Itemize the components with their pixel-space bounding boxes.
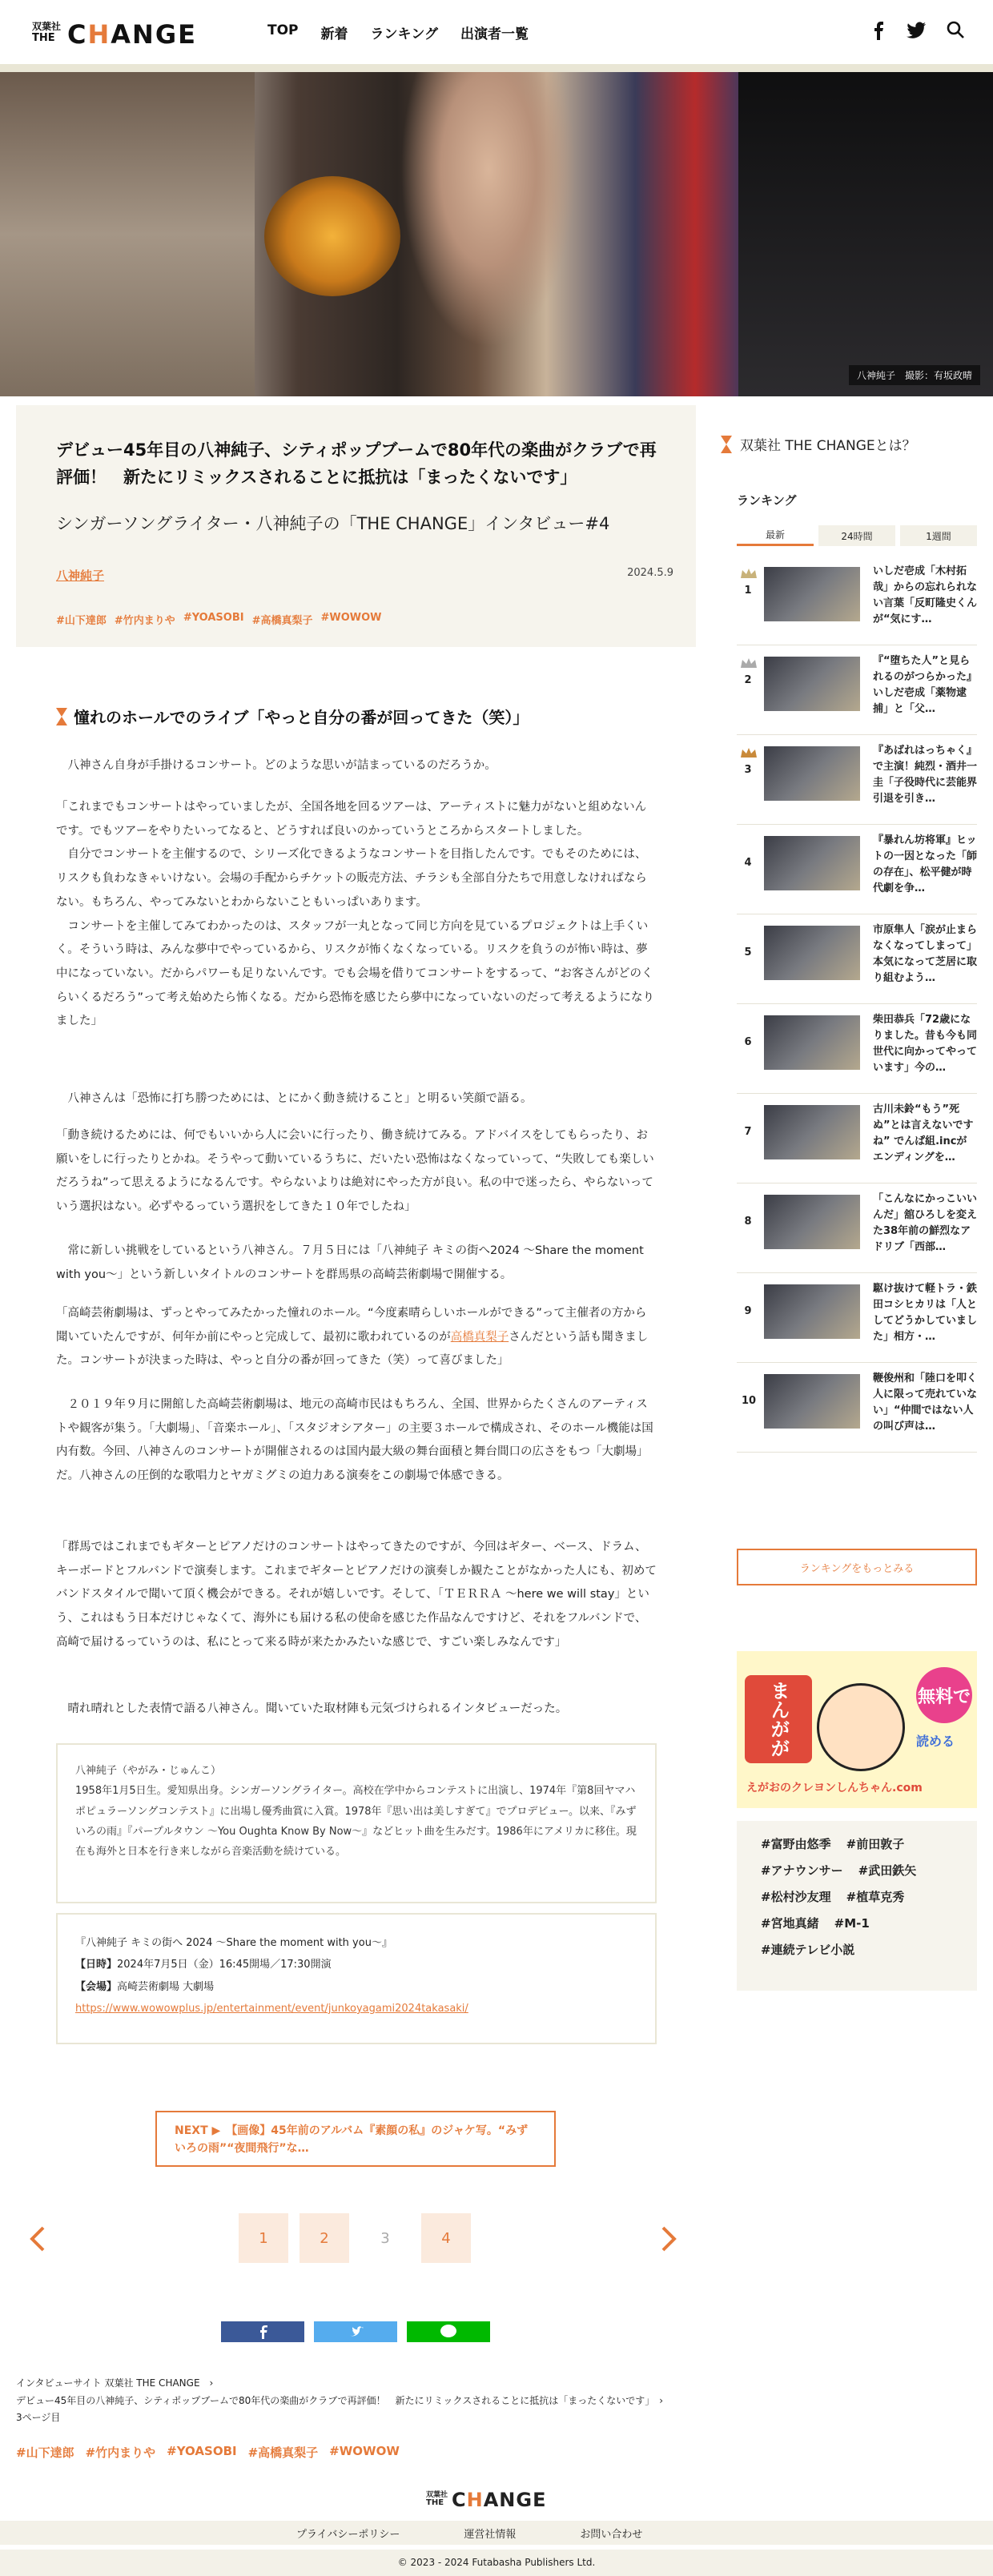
logo-part-a: C bbox=[67, 19, 88, 50]
sidebar-about-text: 双葉社 THE CHANGEとは？ bbox=[740, 438, 916, 454]
ad-text-free: 無料で bbox=[916, 1667, 972, 1723]
tag-link[interactable]: #富野由悠季 bbox=[761, 1837, 831, 1851]
body-text: さんだという話も聞きました。コンサートが決まった時は、やっと自分の番が回ってきた（笑）って喜びました」 bbox=[56, 1330, 649, 1368]
rank-number: 7 bbox=[744, 1126, 752, 1138]
tag-link[interactable]: #アナウンサー bbox=[761, 1863, 843, 1878]
body-paragraph: 常に新しい挑戦をしているという八神さん。７月５日には「八神純子 キミの街へ2024 〜Share the moment with you〜」という新しいタイトルのコンサートを群馬県の高崎芸術劇場で開催する。 bbox=[56, 1244, 644, 1281]
event-date: 2024年7月5日（金）16:45開場／17:30開演 bbox=[117, 1959, 332, 1971]
sidebar-about-link[interactable] bbox=[721, 434, 916, 454]
tag-link[interactable]: #高橋真梨子 bbox=[251, 615, 313, 627]
rank-number: 10 bbox=[742, 1395, 757, 1407]
ranking-title-text: 古川未鈴“もう”死ぬ”とは言えないですね” でんぱ組.incがエンディングを… bbox=[873, 1103, 974, 1164]
page-link[interactable]: 4 bbox=[421, 2213, 471, 2263]
tab-week[interactable]: 1週間 bbox=[900, 525, 977, 546]
logo-part-b: H bbox=[87, 19, 111, 50]
ranking-more-button[interactable]: ランキングをもっとみる bbox=[737, 1549, 977, 1585]
ranking-title: ランキング bbox=[737, 493, 797, 508]
tag-link[interactable]: #宮地真緒 bbox=[761, 1916, 819, 1931]
ranking-thumbnail bbox=[764, 567, 860, 621]
sidebar-ad-banner[interactable] bbox=[737, 1651, 977, 1808]
crown-icon bbox=[740, 567, 758, 578]
footer-logo-part-b: H bbox=[466, 2489, 484, 2511]
ranking-thumbnail bbox=[764, 746, 860, 801]
footer-privacy-link[interactable]: プライバシーポリシー bbox=[296, 2529, 400, 2541]
ranking-thumbnail bbox=[764, 1195, 860, 1249]
profile-name: 八神純子（やがみ・じゅんこ） bbox=[75, 1765, 222, 1777]
ad-text-read: 読める bbox=[916, 1734, 955, 1749]
footer-logo-part-c: ANGE bbox=[483, 2489, 547, 2511]
footer-logo-wordmark bbox=[452, 2489, 546, 2511]
profile-box bbox=[56, 1743, 657, 1903]
breadcrumb bbox=[16, 2375, 673, 2427]
nav-performers[interactable]: 出演者一覧 bbox=[460, 26, 529, 42]
ranking-item[interactable] bbox=[737, 825, 977, 914]
rank-number: 4 bbox=[744, 857, 752, 869]
ranking-thumbnail bbox=[764, 1374, 860, 1429]
page-link[interactable]: 2 bbox=[300, 2213, 349, 2263]
article-subtitle: シンガーソングライター・八神純子の「THE CHANGE」インタビュー#4 bbox=[56, 514, 610, 533]
tag-link[interactable]: #植草克秀 bbox=[846, 1890, 905, 1904]
hourglass-icon bbox=[56, 708, 67, 725]
ranking-item[interactable] bbox=[737, 556, 977, 645]
article-title: デビュー45年目の八神純子、シティポップブームで80年代の楽曲がクラブで再評価！ 新たにリミックスされることに抵抗は「まったくないです」 bbox=[56, 440, 657, 487]
author-link[interactable]: 八神純子 bbox=[56, 569, 105, 583]
rank-number: 3 bbox=[744, 764, 752, 776]
prev-arrow-icon[interactable] bbox=[27, 2224, 48, 2257]
nav-ranking[interactable]: ランキング bbox=[370, 26, 439, 42]
ranking-thumbnail bbox=[764, 657, 860, 711]
ad-text-site: えがおのクレヨンしんちゃん.com bbox=[746, 1782, 923, 1794]
ad-text-manga: まんがが bbox=[745, 1675, 812, 1763]
logo-the: THE bbox=[32, 32, 55, 44]
ranking-thumbnail bbox=[764, 1015, 860, 1070]
site-header bbox=[0, 0, 993, 66]
ranking-tabs bbox=[737, 525, 977, 546]
nav-new[interactable]: 新着 bbox=[320, 26, 348, 42]
tag-link[interactable]: #竹内まりや bbox=[85, 2445, 156, 2460]
footer-logo[interactable] bbox=[426, 2489, 570, 2513]
tab-24h[interactable]: 24時間 bbox=[818, 525, 895, 546]
next-page-button[interactable]: NEXT ▶ 【画像】45年前のアルバム『素顔の私』のジャケ写。“みずいろの雨”“夜間飛行”な… bbox=[155, 2111, 556, 2167]
tag-link[interactable]: #山下達郎 bbox=[16, 2445, 74, 2460]
event-venue-row bbox=[75, 1976, 637, 1998]
hero-image bbox=[0, 72, 993, 396]
ad-character bbox=[817, 1683, 905, 1771]
footer-tags bbox=[16, 2444, 400, 2461]
body-paragraph: 「これまでもコンサートはやっていましたが、全国各地を回るツアーは、アーティストに魅力がないと組めないんです。でもツアーをやりたいってなると、どうすれば良いのかっていうところからスタートしました。 自分でコンサートを主催するので、シリーズ化できるようなコンサートを目指したんです。でもそのためには、リスクも負わなきゃいけない。会場の手配からチケットの販売方法、チラシも全部自分たちで用意しなければならない。もちろん、やってみないとわからないこともいっぱいあります。 コンサートを主催してみてわかったのは、スタッフが一丸となって同じ方向を見ているプロジェクトは上手くいく。そういう時は、みんな夢中でやっているから、リスクが怖くなくなっている。リスクを負うのが怖い時は、夢中になっていない。だからパワーも足りないんです。でも会場を借りてコンサートをするって、“お客さんがどのくらいくるだろう”って考え始めたら怖くなる。だから恐怖を感じたら夢中になっていないのだって考えるようになりました」 bbox=[56, 801, 655, 1028]
facebook-share-button[interactable] bbox=[221, 2321, 304, 2342]
ranking-title-text: いしだ壱成「木村拓哉」からの忘れられない言葉「反町隆史くんが“気にす… bbox=[873, 565, 978, 626]
breadcrumb-article[interactable]: デビュー45年目の八神純子、シティポップブームで80年代の楽曲がクラブで再評価！ 新たにリミックスされることに抵抗は「まったくないです」 › bbox=[16, 2394, 664, 2406]
site-logo[interactable] bbox=[32, 19, 224, 48]
body-paragraph: 「動き続けるためには、何でもいいから人に会いに行ったり、働き続けてみる。アドバイスをしてもらったり、お願いをしに行ったりとかね。そうやって動いているうちに、だいたい恐怖はなくなっていって、“失敗しても楽しいだろうね”って思えるようになるんです。やらないよりは絶対にやった方が良い。私の中で迷ったら、やらないっていう選択はない。必ずやるっていう選択をしてきた１０年でしたね」 bbox=[56, 1129, 654, 1214]
page-link[interactable]: 1 bbox=[239, 2213, 288, 2263]
tag-link[interactable]: #竹内まりや bbox=[114, 615, 175, 627]
rank-number: 2 bbox=[744, 674, 752, 686]
event-box bbox=[56, 1913, 657, 2044]
section-heading-text: 憧れのホールでのライブ「やっと自分の番が回ってきた（笑）」 bbox=[74, 708, 529, 727]
crown-icon bbox=[740, 657, 758, 668]
ranking-thumbnail bbox=[764, 836, 860, 890]
hero-amber-object bbox=[264, 176, 400, 296]
footer-logo-part-a: C bbox=[452, 2489, 467, 2511]
tag-link[interactable]: #松村沙友理 bbox=[761, 1890, 831, 1904]
profile-text: 1958年1月5日生。愛知県出身。シンガーソングライター。高校在学中からコンテストに出演し、1974年『第8回ヤマハポピュラーソングコンテスト』に出場し優秀曲賞に入賞。1978年『思い出は美しすぎて』でプロデビュー。以来、『みずいろの雨』『パープルタウン 〜You Oughta Know By Now〜』などヒット曲を生みだす。1986年にアメリカに移住。現在も海外と日本を行き来しながら音楽活動を続けている。 bbox=[75, 1785, 637, 1859]
ranking-thumbnail bbox=[764, 926, 860, 980]
tag-link[interactable]: #高橋真梨子 bbox=[247, 2445, 319, 2460]
ranking-item[interactable] bbox=[737, 914, 977, 1004]
ranking-title-text: 『暴れん坊将軍』ヒットの一因となった「師の存在」、松平健が時代劇を争… bbox=[873, 834, 978, 895]
tag-link[interactable]: #山下達郎 bbox=[56, 615, 107, 627]
hero-left-blur bbox=[0, 72, 255, 396]
tag-link[interactable]: #WOWOW bbox=[329, 2444, 400, 2458]
event-date-label: 【日時】 bbox=[75, 1959, 118, 1971]
tag-link[interactable]: #前田敦子 bbox=[846, 1837, 905, 1851]
copyright: © 2023 - 2024 Futabasha Publishers Ltd. bbox=[397, 2557, 596, 2568]
ranking-title-text: 市原隼人「涙が止まらなくなってしまって」本気になって芝居に取り組むよう… bbox=[873, 924, 978, 985]
ranking-title-text: 鞭俊州和「陸口を叩く人に限って売れていない」“仲間ではない人の叫び声は… bbox=[873, 1372, 978, 1433]
ranking-thumbnail bbox=[764, 1284, 860, 1339]
rank-number: 5 bbox=[744, 946, 752, 958]
publish-date: 2024.5.9 bbox=[627, 567, 673, 579]
facebook-icon[interactable] bbox=[868, 19, 889, 40]
body-paragraph-with-link bbox=[56, 1302, 657, 1373]
header-divider bbox=[0, 64, 993, 72]
ranking-thumbnail bbox=[764, 1105, 860, 1159]
tag-link[interactable]: #M-1 bbox=[834, 1916, 870, 1931]
page-current: 3 bbox=[360, 2213, 410, 2263]
hero-portrait bbox=[376, 72, 601, 396]
logo-wordmark bbox=[67, 19, 197, 50]
body-paragraph: 八神さん自身が手掛けるコンサート。どのような思いが詰まっているのだろうか。 bbox=[56, 759, 496, 772]
event-url-link[interactable]: https://www.wowowplus.jp/entertainment/event/junkoyagami2024takasaki/ bbox=[75, 2002, 468, 2015]
ranking-item[interactable] bbox=[737, 1273, 977, 1363]
body-paragraph: 晴れ晴れとした表情で語る八神さん。聞いていた取材陣も元気づけられるインタビューだった。 bbox=[56, 1702, 568, 1715]
event-date-row bbox=[75, 1954, 637, 1975]
event-venue-label: 【会場】 bbox=[75, 1980, 118, 1993]
hero-caption: 八神純子 撮影：有坂政晴 bbox=[849, 365, 980, 385]
footer-logo-publisher: 双葉社 bbox=[426, 2491, 448, 2499]
hourglass-icon bbox=[721, 436, 732, 453]
ranking-item[interactable] bbox=[737, 1094, 977, 1184]
ranking-title-text: 「こんなにかっこいいんだ」舘ひろしを変えた38年前の鮮烈なアドリブ「西部… bbox=[873, 1193, 978, 1254]
body-paragraph: 「群馬ではこれまでもギターとピアノだけのコンサートはやってきたのですが、今回はギター、ベース、ドラム、キーボードとフルバンドで演奏します。これまでギターとピアノだけの演奏しか観たことがなかった人にも、初めてバンドスタイルで聞いて頂く機会ができる。それが嬉しいです。そして、「ＴＥＲＲＡ ～here we will stay」という、これはもう日本だけじゃなくて、海外にも届ける私の使命を感じた作品なんですけど、それをフルバンドで、高崎で届けるっていうのは、私にとって来る時が来たかみたいな感じで、すごい楽しみなんです」 bbox=[56, 1541, 657, 1649]
rank-number: 8 bbox=[744, 1216, 752, 1228]
ranking-item[interactable] bbox=[737, 1363, 977, 1453]
ranking-title-text: 駆け抜けて軽トラ・鉄田コシヒカリは「人としてどうかしていました」相方・… bbox=[873, 1283, 978, 1344]
crown-icon bbox=[740, 746, 758, 758]
body-paragraph: ２０１９年９月に開館した高崎芸術劇場は、地元の高崎市民はもちろん、全国、世界からたくさんのアーティストや観客が集う。「大劇場」、「音楽ホール」、「スタジオシアター」の主要３ホールで構成され、そのホール機能は国内有数。今回、八神さんのコンサートが開催されるのは国内最大級の舞台面積と舞台間口の広さをもつ「大劇場」だ。八神さんの圧倒的な歌唱力とヤガミグミの迫力ある演奏をこの劇場で体感できる。 bbox=[56, 1398, 653, 1483]
tag-link[interactable]: #YOASOBI bbox=[183, 612, 244, 624]
rank-number: 1 bbox=[744, 585, 752, 597]
twitter-icon[interactable] bbox=[907, 19, 927, 40]
ranking-item[interactable] bbox=[737, 1184, 977, 1273]
article-tags bbox=[56, 612, 382, 627]
main-nav bbox=[267, 22, 529, 42]
footer-contact-link[interactable]: お問い合わせ bbox=[580, 2529, 643, 2541]
rank-number: 6 bbox=[744, 1036, 752, 1048]
breadcrumb-page: 3ページ目 bbox=[16, 2412, 61, 2424]
event-title: 『八神純子 キミの街へ 2024 〜Share the moment with you〜』 bbox=[75, 1937, 392, 1949]
ranking-item[interactable] bbox=[737, 735, 977, 825]
tab-latest[interactable]: 最新 bbox=[737, 525, 814, 546]
breadcrumb-home[interactable]: インタビューサイト 双葉社 THE CHANGE › bbox=[16, 2377, 214, 2389]
inline-link[interactable]: 高橋真梨子 bbox=[450, 1330, 509, 1344]
body-text: 「高崎芸術劇場は、ずっとやってみたかった憧れのホール。“今度素晴らしいホールができる”って主催者の方から聞いていたんですが、何年か前にやっと完成して、最初に歌われているのが bbox=[56, 1307, 647, 1344]
tag-link[interactable]: #連続テレビ小説 bbox=[761, 1943, 855, 1957]
article-header bbox=[16, 405, 696, 647]
nav-top[interactable]: TOP bbox=[267, 22, 299, 38]
sidebar-tags bbox=[737, 1821, 977, 1991]
ranking-title-text: 『“堕ちた人”と見られるのがつらかった』いしだ壱成「薬物逮捕」と「父… bbox=[873, 655, 978, 716]
twitter-share-button[interactable] bbox=[314, 2321, 397, 2342]
section-heading bbox=[56, 705, 529, 728]
footer-company-link[interactable]: 運営社情報 bbox=[464, 2529, 517, 2541]
header-icons bbox=[868, 19, 966, 40]
tag-link[interactable]: #武田鉄矢 bbox=[858, 1863, 917, 1878]
footer-logo-the: THE bbox=[426, 2498, 444, 2507]
footer-links bbox=[296, 2526, 642, 2541]
logo-part-c: ANGE bbox=[111, 19, 197, 50]
body-paragraph: 八神さんは「恐怖に打ち勝つためには、とにかく動き続けること」と明るい笑顔で語る。 bbox=[56, 1092, 533, 1105]
line-share-button[interactable] bbox=[407, 2321, 490, 2342]
event-venue: 高崎芸術劇場 大劇場 bbox=[117, 1980, 215, 1993]
ranking-title-text: 柴田恭兵「72歳になりました。昔も今も同世代に向かってやっています」今の… bbox=[873, 1014, 978, 1075]
next-arrow-icon[interactable] bbox=[658, 2224, 679, 2257]
ranking-title-text: 『あばれはっちゃく』で主演！純烈・酒井一圭「子役時代に芸能界引退を引き… bbox=[873, 745, 978, 806]
pagination bbox=[0, 2213, 721, 2269]
ranking-item[interactable] bbox=[737, 645, 977, 735]
tag-link[interactable]: #YOASOBI bbox=[167, 2444, 237, 2458]
rank-number: 9 bbox=[744, 1305, 752, 1317]
tag-link[interactable]: #WOWOW bbox=[320, 612, 382, 624]
hero-right-blur bbox=[738, 72, 993, 396]
ranking-item[interactable] bbox=[737, 1004, 977, 1094]
search-icon[interactable] bbox=[945, 19, 966, 40]
logo-publisher: 双葉社 bbox=[32, 21, 62, 32]
